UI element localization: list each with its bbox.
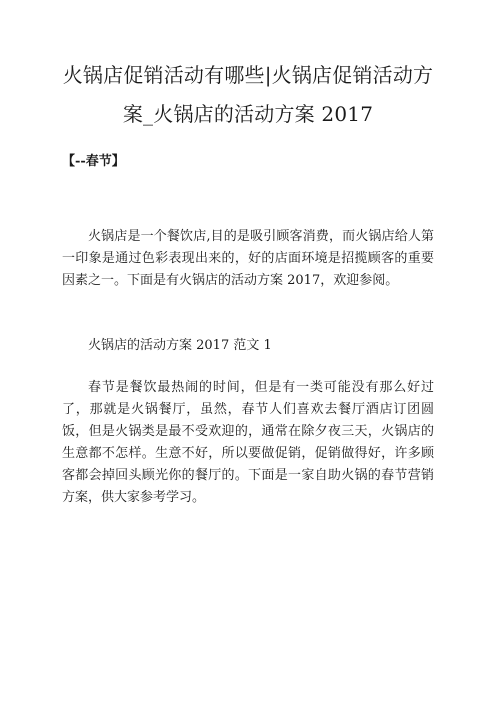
intro-paragraph: 火锅店是一个餐饮店,目的是吸引顾客消费，而火锅店给人第一印象是通过色彩表现出来的，好的店面环境是招揽顾客的重要因素之一。下面是有火锅店的活动方案 2017，欢迎参阅。 xyxy=(62,229,434,288)
category-tag: 【--春节】 xyxy=(62,154,125,169)
section-heading: 火锅店的活动方案 2017 范文 1 xyxy=(88,338,272,353)
document-title: 火锅店促销活动有哪些|火锅店促销活动方案_火锅店的活动方案 2017 xyxy=(62,63,434,126)
body-paragraph: 春节是餐饮最热闹的时间，但是有一类可能没有那么好过了，那就是火锅餐厅，虽然，春节人们喜欢去餐厅酒店订团圆饭，但是火锅类是最不受欢迎的，通常在除夕夜三天，火锅店的生意都不怎样。生意不好，所以要做促销，促销做得好，许多顾客都会掉回头顾光你的餐厅的。下面是一家自助火锅的春节营销方案，供大家参考学习。 xyxy=(62,380,434,505)
